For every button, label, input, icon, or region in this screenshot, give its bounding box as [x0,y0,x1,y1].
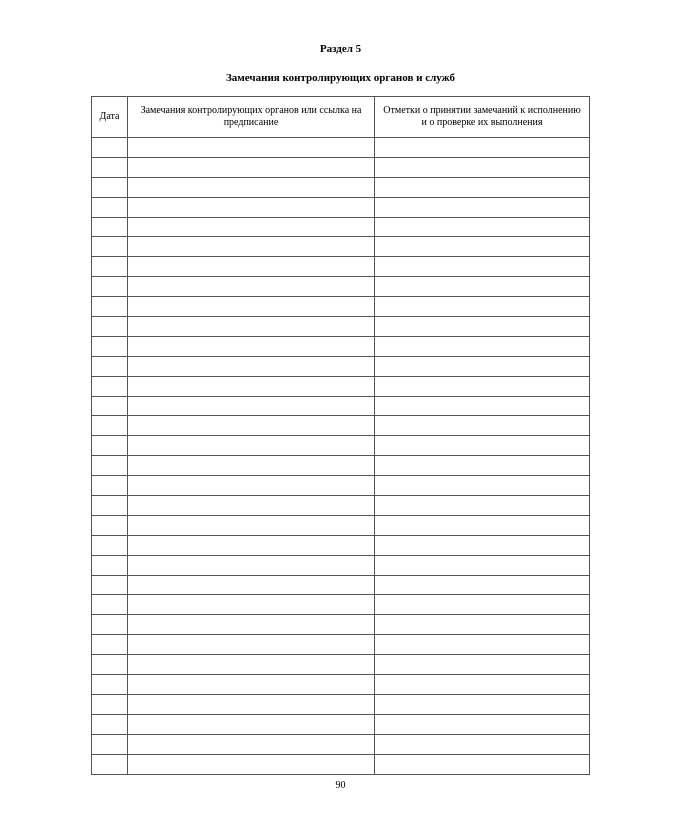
date-cell [92,217,128,237]
table-row [92,456,590,476]
remarks-cell [128,456,375,476]
remarks-cell [128,217,375,237]
marks-cell [375,197,590,217]
remarks-cell [128,356,375,376]
marks-cell [375,456,590,476]
date-cell [92,297,128,317]
header-date: Дата [92,97,128,138]
table-row [92,515,590,535]
table-row [92,675,590,695]
marks-cell [375,317,590,337]
remarks-cell [128,197,375,217]
table-title: Замечания контролирующих органов и служб [226,72,455,84]
date-cell [92,197,128,217]
date-cell [92,515,128,535]
remarks-cell [128,177,375,197]
remarks-cell [128,138,375,158]
marks-cell [375,535,590,555]
date-cell [92,575,128,595]
table-row [92,496,590,516]
table-row [92,138,590,158]
date-cell [92,675,128,695]
marks-cell [375,336,590,356]
date-cell [92,396,128,416]
marks-cell [375,157,590,177]
date-cell [92,734,128,754]
table-row [92,177,590,197]
remarks-table [91,96,590,775]
table-body [92,138,590,775]
table-row [92,595,590,615]
section-title: Раздел 5 [319,43,362,55]
date-cell [92,277,128,297]
marks-cell [375,277,590,297]
date-cell [92,555,128,575]
date-cell [92,376,128,396]
remarks-cell [128,396,375,416]
marks-cell [375,714,590,734]
marks-cell [375,476,590,496]
date-cell [92,157,128,177]
table-row [92,535,590,555]
marks-cell [375,496,590,516]
marks-cell [375,754,590,774]
header-remarks: Замечания контролирующих органов или ссылка на предписание [128,97,375,138]
date-cell [92,714,128,734]
date-cell [92,138,128,158]
remarks-cell [128,635,375,655]
date-cell [92,535,128,555]
table-row [92,655,590,675]
remarks-cell [128,257,375,277]
table-row [92,754,590,774]
date-cell [92,257,128,277]
marks-cell [375,675,590,695]
table-row [92,257,590,277]
table-row [92,277,590,297]
date-cell [92,595,128,615]
table-row [92,615,590,635]
date-cell [92,177,128,197]
table-row [92,436,590,456]
remarks-cell [128,496,375,516]
table-row [92,635,590,655]
remarks-cell [128,277,375,297]
table-header-row [92,97,590,138]
date-cell [92,476,128,496]
marks-cell [375,436,590,456]
marks-cell [375,138,590,158]
date-cell [92,635,128,655]
marks-cell [375,237,590,257]
marks-cell [375,615,590,635]
marks-cell [375,555,590,575]
remarks-cell [128,297,375,317]
date-cell [92,436,128,456]
table-row [92,694,590,714]
date-cell [92,496,128,516]
table-row [92,317,590,337]
date-cell [92,456,128,476]
remarks-cell [128,476,375,496]
table-row [92,714,590,734]
marks-cell [375,635,590,655]
date-cell [92,615,128,635]
table-row [92,396,590,416]
remarks-cell [128,734,375,754]
table-row [92,356,590,376]
remarks-cell [128,714,375,734]
remarks-cell [128,157,375,177]
table-row [92,237,590,257]
remarks-cell [128,336,375,356]
marks-cell [375,416,590,436]
remarks-cell [128,675,375,695]
table-row [92,476,590,496]
marks-cell [375,217,590,237]
table-row [92,376,590,396]
remarks-cell [128,436,375,456]
remarks-cell [128,555,375,575]
marks-cell [375,694,590,714]
table-row [92,575,590,595]
date-cell [92,655,128,675]
marks-cell [375,734,590,754]
remarks-cell [128,317,375,337]
table-row [92,734,590,754]
date-cell [92,317,128,337]
remarks-cell [128,416,375,436]
date-cell [92,754,128,774]
page-number: 90 [335,780,346,791]
remarks-cell [128,376,375,396]
marks-cell [375,575,590,595]
date-cell [92,356,128,376]
marks-cell [375,356,590,376]
table-row [92,297,590,317]
table-row [92,217,590,237]
marks-cell [375,595,590,615]
table-row [92,555,590,575]
marks-cell [375,376,590,396]
remarks-cell [128,754,375,774]
remarks-cell [128,595,375,615]
date-cell [92,416,128,436]
date-cell [92,237,128,257]
remarks-cell [128,655,375,675]
marks-cell [375,515,590,535]
marks-cell [375,396,590,416]
table-row [92,157,590,177]
remarks-cell [128,237,375,257]
remarks-cell [128,575,375,595]
marks-cell [375,257,590,277]
remarks-cell [128,515,375,535]
date-cell [92,336,128,356]
header-marks: Отметки о принятии замечаний к исполнению и о проверке их выполнения [375,97,590,138]
marks-cell [375,655,590,675]
marks-cell [375,177,590,197]
table-row [92,197,590,217]
date-cell [92,694,128,714]
marks-cell [375,297,590,317]
remarks-cell [128,535,375,555]
table-row [92,336,590,356]
table-row [92,416,590,436]
remarks-cell [128,694,375,714]
remarks-cell [128,615,375,635]
